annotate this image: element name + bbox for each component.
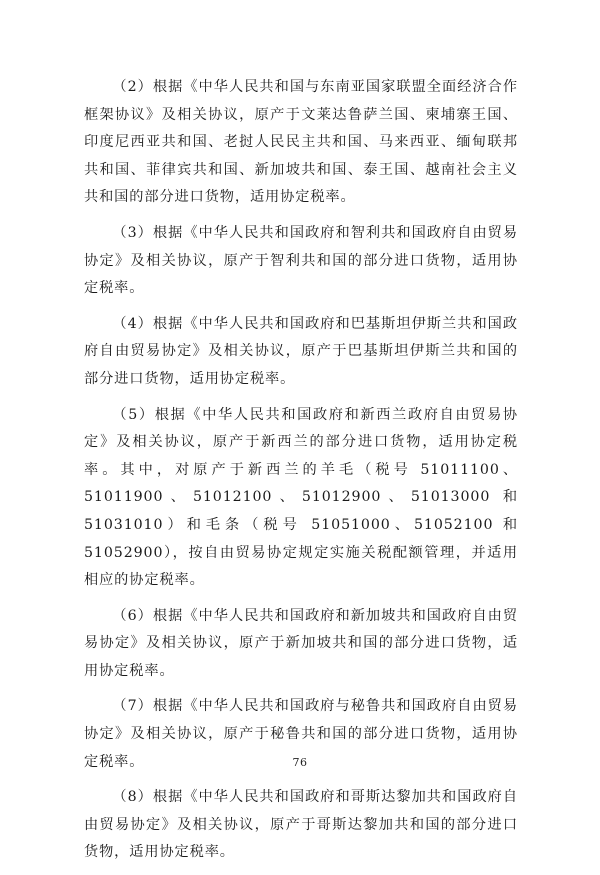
- paragraph-item-5: （5）根据《中华人民共和国政府和新西兰政府自由贸易协定》及相关协议，原产于新西兰的部分进口货物，适用协定税率。其中，对原产于新西兰的羊毛（税号 51011100、51011900、51012100、51012900、51013000 和 51031010）和毛条（税号 51051000、51052100 和 51052900），按自由贸易协定规定实施关税配额管理，并适用相应的协定税率。: [84, 406, 518, 589]
- paragraph-item-7: （7）根据《中华人民共和国政府与秘鲁共和国政府自由贸易协定》及相关协议，原产于秘鲁共和国的部分进口货物，适用协定税率。: [84, 698, 518, 770]
- paragraph-item-6: （6）根据《中华人民共和国政府和新加坡共和国政府自由贸易协定》及相关协议，原产于新加坡共和国的部分进口货物，适用协定税率。: [84, 607, 518, 679]
- document-body: [84, 74, 518, 875]
- page-number: 76: [292, 756, 308, 769]
- paragraph-item-2: （2）根据《中华人民共和国与东南亚国家联盟全面经济合作框架协议》及相关协议，原产于文莱达鲁萨兰国、柬埔寨王国、印度尼西亚共和国、老挝人民民主共和国、马来西亚、缅甸联邦共和国、菲律宾共和国、新加坡共和国、泰王国、越南社会主义共和国的部分进口货物，适用协定税率。: [84, 79, 518, 206]
- paragraph-item-4: （4）根据《中华人民共和国政府和巴基斯坦伊斯兰共和国政府自由贸易协定》及相关协议，原产于巴基斯坦伊斯兰共和国的部分进口货物，适用协定税率。: [84, 315, 518, 387]
- paragraph-item-3: （3）根据《中华人民共和国政府和智利共和国政府自由贸易协定》及相关协议，原产于智利共和国的部分进口货物，适用协定税率。: [84, 224, 518, 297]
- paragraph-item-8: （8）根据《中华人民共和国政府和哥斯达黎加共和国政府自由贸易协定》及相关协议，原产于哥斯达黎加共和国的部分进口货物，适用协定税率。: [84, 789, 518, 861]
